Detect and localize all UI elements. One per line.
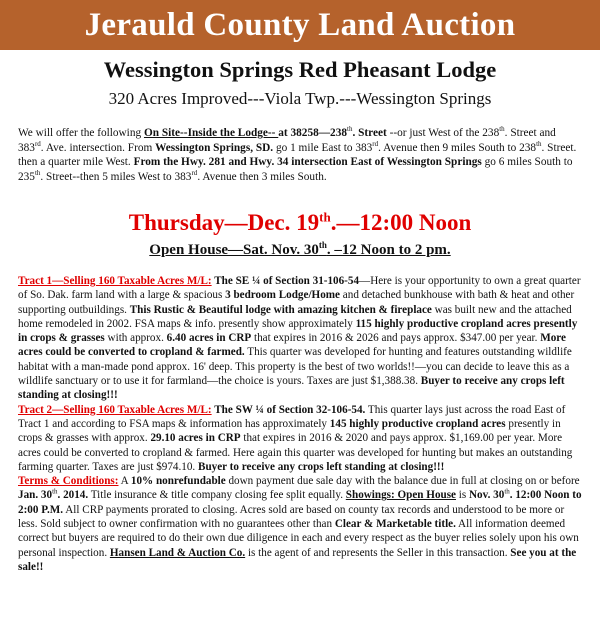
tract-1-heading: Tract 1—Selling 160 Taxable Acres M/L: bbox=[18, 275, 212, 287]
listing-body bbox=[18, 274, 586, 574]
terms-paragraph: Terms & Conditions: A 10% nonrefundable down payment due sale day with the balance due in full at closing on or before Jan. 30th. 2014. Title insurance & title company closing fee split equally. Showings: Open House is Nov. 30th. 12:00 Noon to 2:00 P.M. All CRP payments prorated to closing. Acres sold are based on county tax records and understood to be more or less. Sold subject to owner confirmation with no guarantees other than Clear & Marketable title. All information deemed correct but buyers are required to do their own due diligence in each and every respect as the buyer relies solely upon his own personal inspection. Hansen Land & Auction Co. is the agent of and represents the Seller in this transaction. See you at the sale!! bbox=[18, 475, 582, 573]
showings-label: Showings: Open House bbox=[345, 489, 456, 502]
tract-1-paragraph: Tract 1—Selling 160 Taxable Acres M/L: The SE ¼ of Section 31-106-54—Here is your opportunity to own a great quarter of So. Dak. farm land with a large & spacious 3 bedroom Lodge/Home and detached bunkhouse with bath & heat and other supporting outbuildings. This Rustic & Beautiful lodge with amazing kitchen & fireplace was built new and the attached home remodeled in 2002. FSA maps & info. presently show approximately 115 highly productive cropland acres presently in crops & grasses with approx. 6.40 acres in CRP that expires in 2016 & 2026 and pays approx. $347.00 per year. More acres could be converted to cropland & farmed. This quarter was developed for hunting and features outstanding wildlife habitat with a man-made pond approx. 16' deep. This property is the best of two worlds!!—you can decide to leave this as a wildlife sanctuary or to use it for farmland—the choice is yours. Taxes are just $1,388.38. Buyer to receive any crops left standing at closing!!! bbox=[18, 275, 581, 402]
page-title: Jerauld County Land Auction bbox=[0, 0, 600, 50]
open-house-line: Open House—Sat. Nov. 30th. –12 Noon to 2 pm. bbox=[149, 240, 451, 258]
directions-paragraph: We will offer the following On Site--Inside the Lodge-- at 38258—238th. Street --or just West of the 238th. Street and 383rd. Ave. intersection. From Wessington Springs, SD. go 1 mile East to 383rd. Avenue then 9 miles South to 238th. Street. then a quarter mile West. From the Hwy. 281 and Hwy. 34 intersection East of Wessington Springs go 6 miles South to 235th. Street--then 5 miles West to 383rd. Avenue then 3 miles South. bbox=[18, 125, 577, 183]
tract-2-paragraph: Tract 2—Selling 160 Taxable Acres M/L: The SW ¼ of Section 32-106-54. This quarter lays just across the road East of Tract 1 and according to FSA maps & information has approximately 145 highly productive cropland acres presently in crops & grasses with approx. 29.10 acres in CRP that expires in 2016 & 2020 and pays approx. $1,169.00 per year. More acres could be converted to cropland & farmed. Here again this quarter was developed for hunting but makes an outstanding farming quarter. Taxes are just $974.10. Buyer to receive any crops left standing at closing!!! bbox=[18, 403, 573, 473]
auction-company-name: Hansen Land & Auction Co. bbox=[109, 546, 246, 559]
terms-heading: Terms & Conditions: bbox=[18, 475, 119, 488]
tract-2-heading: Tract 2—Selling 160 Taxable Acres M/L: bbox=[18, 403, 212, 416]
property-tagline: 320 Acres Improved---Viola Twp.---Wessington Springs bbox=[108, 89, 492, 108]
location-emphasis: On Site--Inside the Lodge-- bbox=[143, 127, 279, 139]
lodge-subtitle: Wessington Springs Red Pheasant Lodge bbox=[103, 57, 497, 82]
sale-date-heading: Thursday—Dec. 19th.—12:00 Noon bbox=[128, 209, 472, 235]
